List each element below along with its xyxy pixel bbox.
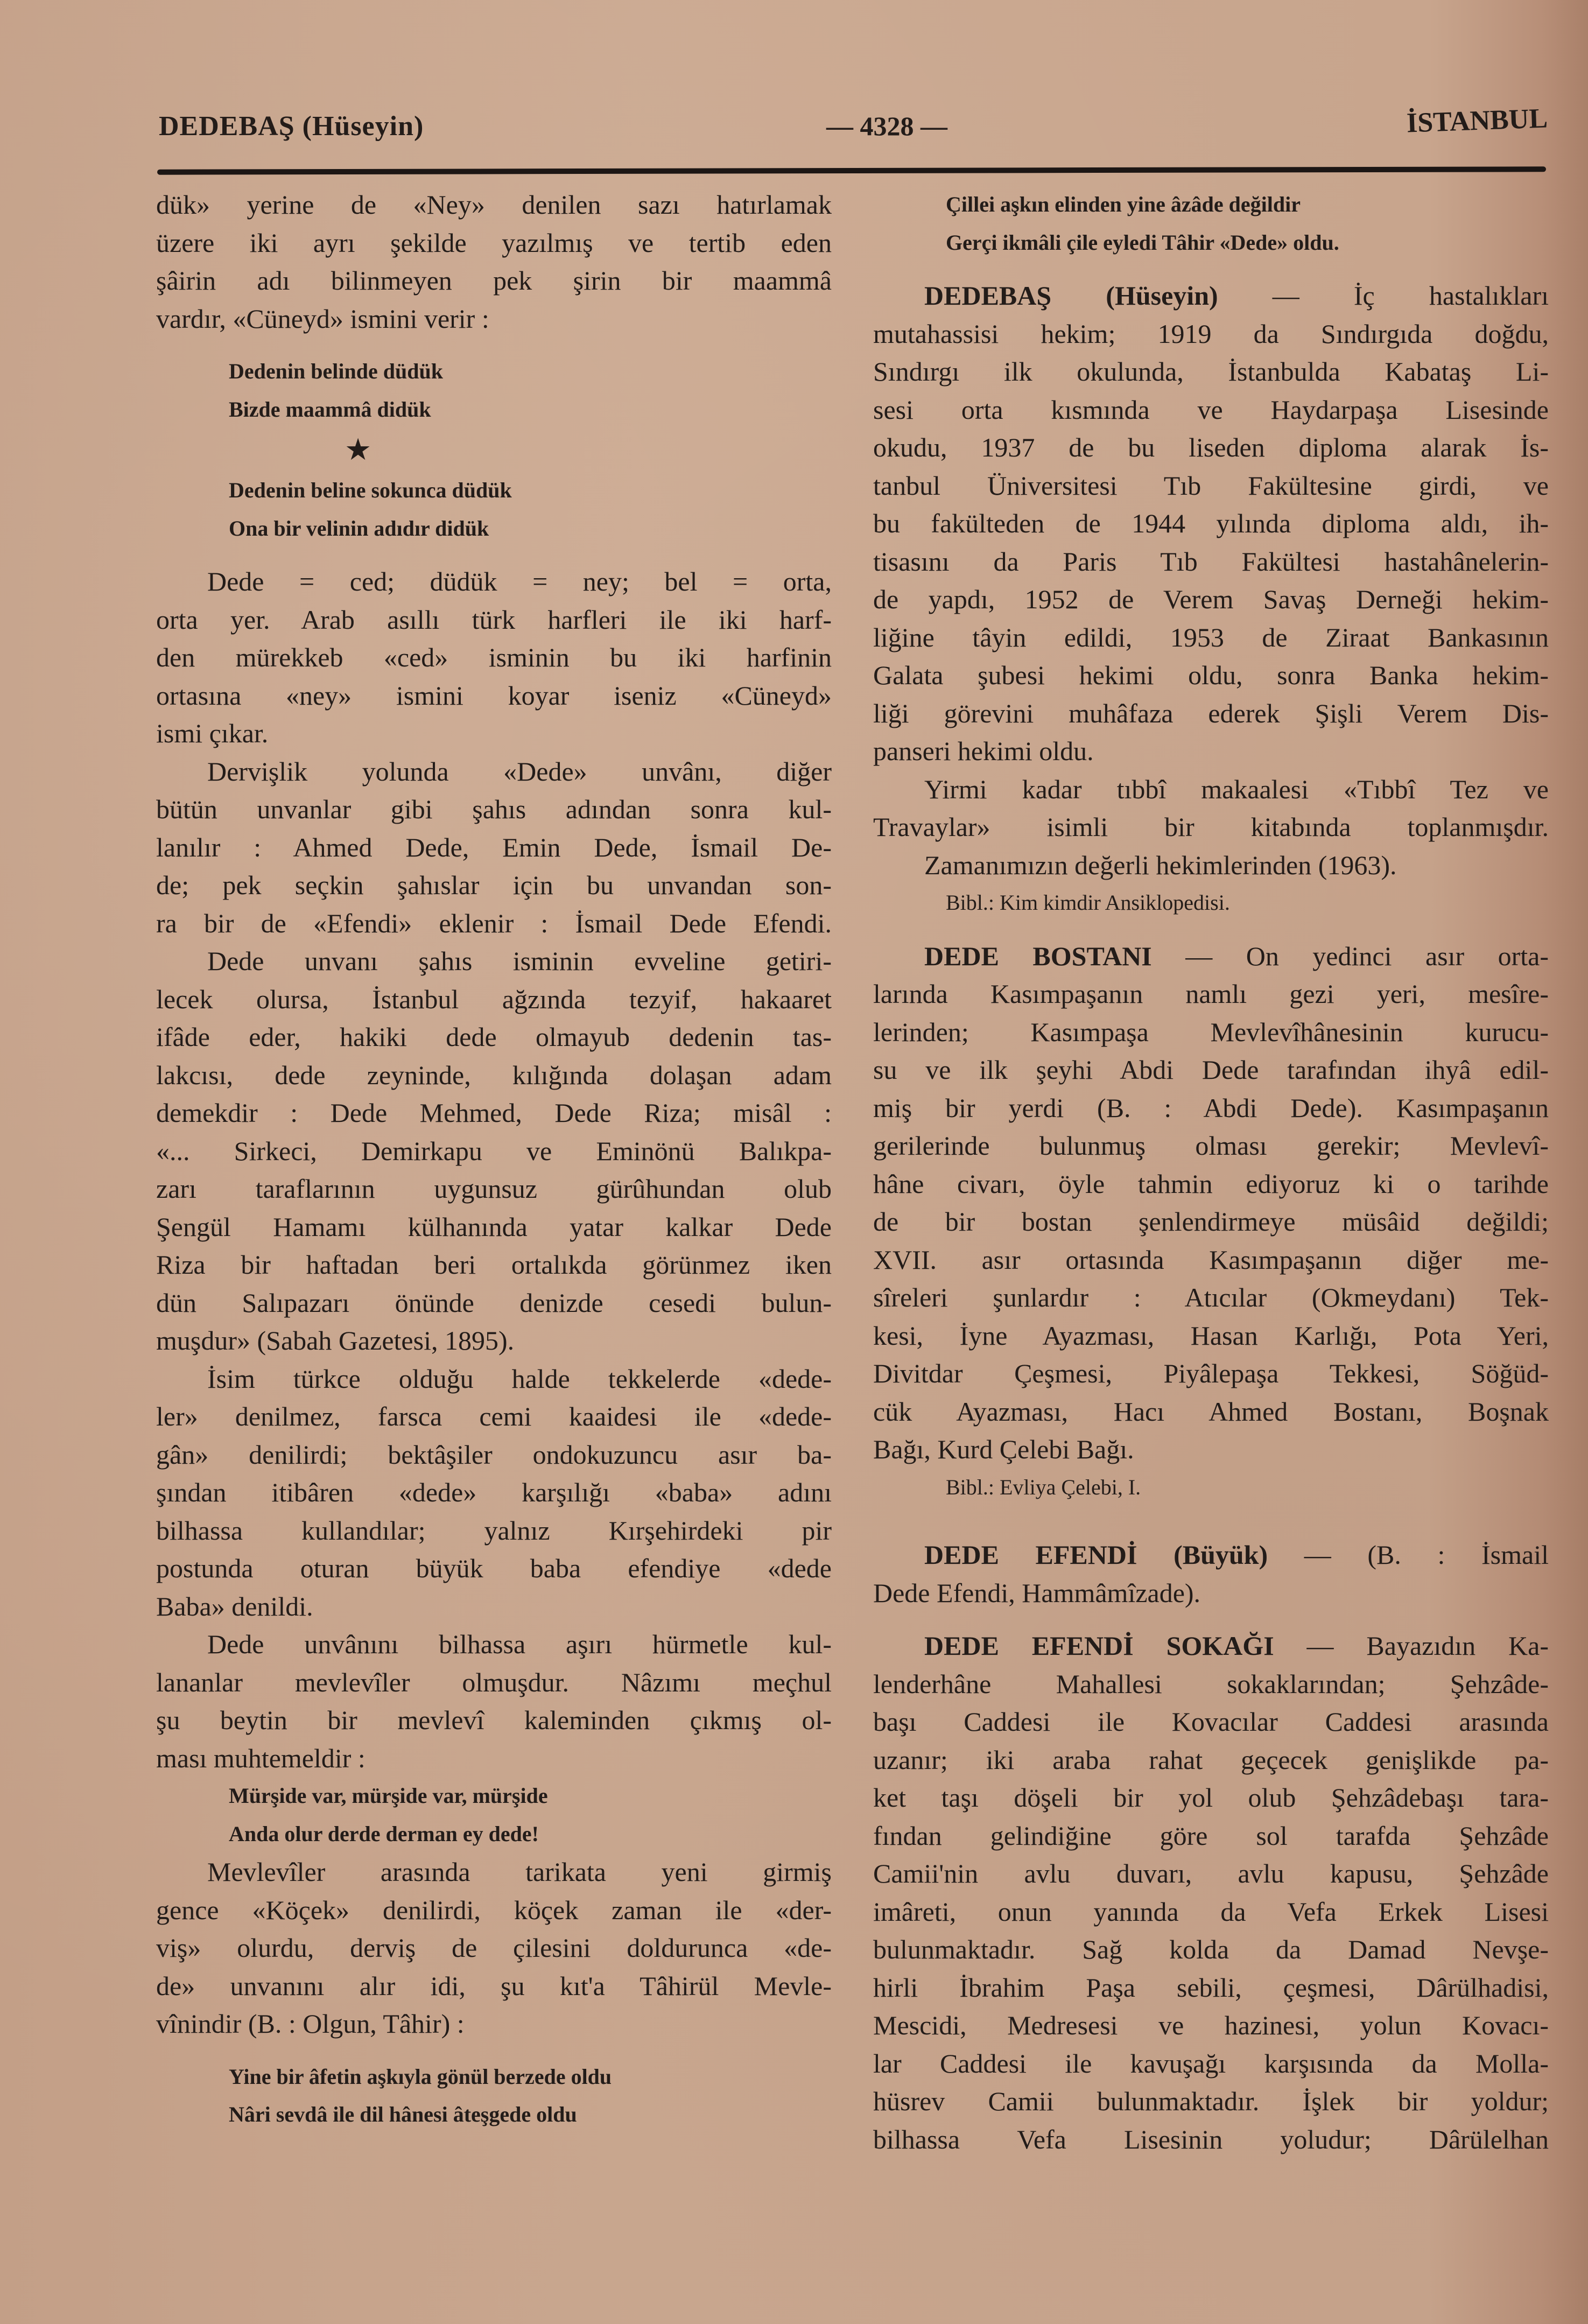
text-line: gerilerinde bulunmuş olması gerekir; Mevlevî- [873, 1131, 1549, 1161]
text-line: başı Caddesi ile Kovacılar Caddesi arasında [873, 1707, 1549, 1737]
text-line: panseri hekimi oldu. [873, 736, 1094, 766]
text-line: şu beytin bir mevlevî kaleminden çıkmış ol- [156, 1705, 832, 1735]
text-line: hâne civarı, öyle tahmin ediyoruz ki o tarihde [873, 1168, 1549, 1199]
verse-line: Gerçi ikmâli çile eyledi Tâhir «Dede» oldu. [946, 230, 1339, 255]
text-line: gence «Köçek» denilirdi, köçek zaman ile «der- [156, 1894, 832, 1925]
text-line: İsim türkce olduğu halde tekkelerde «dede- [207, 1363, 832, 1394]
text-line: Riza bir haftadan beri ortalıkda görünmez iken [156, 1249, 832, 1280]
text-line: sesi orta kısmında ve Haydarpaşa Lisesinde [873, 394, 1549, 425]
verse-line: Anda olur derde derman ey dede! [229, 1821, 539, 1846]
text-line: üzere iki ayrı şekilde yazılmış ve tertib eden [156, 227, 832, 258]
text-line: XVII. asır ortasında Kasımpaşanın diğer me- [873, 1244, 1549, 1275]
entry-dede-efendi-buyuk [873, 1536, 1549, 1612]
paragraph [156, 186, 832, 338]
text-line: lananlar mevlevîler olmuşdur. Nâzımı meçhul [156, 1667, 832, 1697]
text-line: ifâde eder, hakiki dede olmayub dedenin tas- [156, 1022, 832, 1052]
entry-first-line [873, 1536, 1549, 1574]
text-line: Dede unvanı şahıs isminin evveline getiri- [207, 946, 832, 976]
verse-block [873, 186, 1549, 262]
text-line: lenderhâne Mahallesi sokaklarından; Şehzâde- [873, 1668, 1549, 1699]
text-line: okudu, 1937 de bu liseden diploma alarak İs- [873, 432, 1549, 462]
entry-headword: DEDEBAŞ (Hüseyin) [924, 280, 1218, 311]
text-line: Mescidi, Medresesi ve hazinesi, yolun Kovacı- [873, 2010, 1549, 2040]
star-icon: ★ [345, 433, 372, 467]
paragraph [156, 942, 832, 1360]
entry-headword: DEDE EFENDİ (Büyük) [924, 1540, 1268, 1570]
text-line: bu fakülteden de 1944 yılında diploma aldı, ih- [873, 508, 1549, 538]
text-line: viş» olurdu, derviş de çilesini doldurunca «de- [156, 1933, 832, 1963]
text-line: liği görevini muhâfaza ederek Şişli Verem Dis- [873, 698, 1549, 728]
text-run: — (B. : İsmail [1304, 1540, 1549, 1570]
entry-first-line [873, 1627, 1549, 1665]
text-line: vardır, «Cüneyd» ismini verir : [156, 303, 489, 334]
verse-block [156, 2058, 832, 2134]
left-column [156, 186, 832, 2134]
text-line: orta yer. Arab asıllı türk harfleri ile iki harf- [156, 604, 832, 635]
text-line: lanılır : Ahmed Dede, Emin Dede, İsmail De- [156, 832, 832, 862]
text-line: sîreleri şunlardır : Atıcılar (Okmeydanı) Tek- [873, 1282, 1549, 1312]
bibliography: Bibl.: Kim kimdir Ansiklopedisi. [946, 890, 1230, 915]
bibliography: Bibl.: Evliya Çelebi, I. [946, 1475, 1141, 1499]
text-line: lakcısı, dede zeyninde, kılığında dolaşan adam [156, 1059, 832, 1090]
paragraph [156, 1625, 832, 1777]
text-line: demekdir : Dede Mehmed, Dede Riza; misâl : [156, 1098, 832, 1128]
text-line: lerinden; Kasımpaşa Mevlevîhânesinin kurucu- [873, 1016, 1549, 1047]
text-line: gân» denilirdi; bektâşiler ondokuzuncu asır ba- [156, 1439, 832, 1470]
text-line: Zamanımızın değerli hekimlerinden (1963). [924, 849, 1397, 880]
text-line: liğine tâyin edildi, 1953 de Ziraat Bankasının [873, 622, 1549, 652]
paragraph [156, 1853, 832, 2043]
text-line: lecek olursa, İstanbul ağzında tezyif, hakaaret [156, 984, 832, 1014]
text-line: Divitdar Çeşmesi, Piyâlepaşa Tekkesi, Söğüd- [873, 1358, 1549, 1388]
text-line: fından gelindiğine göre sol tarafda Şehzâde [873, 1820, 1549, 1851]
text-line: dük» yerine de «Ney» denilen sazı hatırlamak [156, 189, 832, 220]
text-line: ler» denilmez, farsca cemi kaaidesi ile «dede- [156, 1401, 832, 1431]
text-line: Mevlevîler arasında tarikata yeni girmiş [207, 1857, 832, 1887]
verse-line: Mürşide var, mürşide var, mürşide [229, 1784, 548, 1808]
text-line: mutahassisi hekim; 1919 da Sındırgıda doğdu, [873, 318, 1549, 349]
text-line: bilhassa kullandılar; yalnız Kırşehirdeki pir [156, 1515, 832, 1546]
text-line: de» unvanını alır idi, şu kıt'a Tâhirül Mevle- [156, 1970, 832, 2001]
text-line: Dede = ced; düdük = ney; bel = orta, [207, 566, 832, 596]
text-line: vînindir (B. : Olgun, Tâhir) : [156, 2009, 465, 2039]
text-line: Bağı, Kurd Çelebi Bağı. [873, 1434, 1134, 1464]
text-line: imâreti, onun yanında da Vefa Erkek Lisesi [873, 1896, 1549, 1927]
text-line: larında Kasımpaşanın namlı gezi yeri, mesîre- [873, 979, 1549, 1009]
page-number: — 4328 — [826, 111, 947, 141]
text-line: Yirmi kadar tıbbî makaalesi «Tıbbî Tez ve [924, 774, 1549, 804]
text-line: cük Ayazması, Hacı Ahmed Bostanı, Boşnak [873, 1396, 1549, 1427]
text-line: de yapdı, 1952 de Verem Savaş Derneği hekim- [873, 584, 1549, 614]
right-column [873, 186, 1549, 2158]
text-line: tisasını da Paris Tıb Fakültesi hastahânelerin- [873, 546, 1549, 577]
text-line: miş bir yerdi (B. : Abdi Dede). Kasımpaşanın [873, 1092, 1549, 1123]
entry-first-line [873, 937, 1549, 975]
entry-dede-bostani [873, 937, 1549, 1507]
text-line: bütün unvanlar gibi şahıs adından sonra kul- [156, 794, 832, 824]
text-line: hirli İbrahim Paşa sebili, çeşmesi, Dârülhadisi, [873, 1972, 1549, 2003]
text-line: Dede Efendi, Hammâmîzade). [873, 1577, 1201, 1608]
verse-line: Dedenin belinde düdük [229, 359, 443, 383]
text-line: de; pek seçkin şahıslar için bu unvandan son- [156, 870, 832, 900]
text-line: ortasına «ney» ismini koyar iseniz «Cüneyd» [156, 680, 832, 711]
text-line: ra bir de «Efendi» eklenir : İsmail Dede Efendi. [156, 908, 832, 938]
text-line: den mürekkeb «ced» isminin bu iki harfinin [156, 642, 832, 672]
text-line: şâirin adı bilinmeyen pek şirin bir maammâ [156, 265, 832, 296]
entry-dedebas-huseyin [873, 277, 1549, 922]
text-line: ması muhtemeldir : [156, 1743, 366, 1773]
entry-headword: DEDE BOSTANI [924, 940, 1152, 971]
text-line: şından itibâren «dede» karşılığı «baba» adını [156, 1477, 832, 1507]
verse-line: Çillei aşkın elinden yine âzâde değildir [946, 192, 1301, 216]
text-line: Travaylar» isimli bir kitabında toplanmışdır. [873, 812, 1549, 842]
text-line: Galata şubesi hekimi oldu, sonra Banka hekim- [873, 660, 1549, 690]
text-line: zarı taraflarının uygunsuz gürûhundan olub [156, 1174, 832, 1204]
text-line: Baba» denildi. [156, 1591, 313, 1621]
text-run: — İç hastalıkları [1272, 280, 1549, 311]
text-line: «... Sirkeci, Demirkapu ve Eminönü Balıkpa- [156, 1135, 832, 1166]
text-line: Sındırgı ilk okulunda, İstanbulda Kabataş Li- [873, 356, 1549, 387]
text-line: uzanır; iki araba rahat geçecek genişlikde pa- [873, 1744, 1549, 1775]
text-line: Camii'nin avlu duvarı, avlu kapusu, Şehzâde [873, 1858, 1549, 1888]
entry-first-line [873, 277, 1549, 315]
entry-headword: DEDE EFENDİ SOKAĞI [924, 1631, 1274, 1661]
verse-line: Yine bir âfetin aşkıyla gönül berzede oldu [229, 2064, 612, 2089]
entry-dede-efendi-sokagi [873, 1627, 1549, 2158]
text-line: bilhassa Vefa Lisesinin yoludur; Dârülelhan [873, 2124, 1549, 2154]
text-line: muşdur» (Sabah Gazetesi, 1895). [156, 1325, 515, 1356]
verse-line: Bizde maammâ didük [229, 397, 431, 422]
verse-block [156, 353, 832, 547]
paragraph [156, 753, 832, 943]
text-line: su ve ilk şeyhi Abdi Dede tarafından ihyâ edil- [873, 1055, 1549, 1085]
paragraph [156, 563, 832, 753]
section-title: İSTANBUL [1406, 103, 1548, 139]
text-line: dün Salıpazarı önünde denizde cesedi bulun- [156, 1287, 832, 1318]
verse-block [156, 1777, 832, 1853]
text-run: — On yedinci asır orta- [1185, 940, 1549, 971]
text-line: de bir bostan şenlendirmeye müsâid değildi; [873, 1206, 1549, 1237]
text-line: ismi çıkar. [156, 718, 269, 748]
running-header [159, 103, 1548, 153]
verse-line: Nâri sevdâ ile dil hânesi âteşgede oldu [229, 2102, 577, 2126]
text-line: Dervişlik yolunda «Dede» unvânı, diğer [207, 756, 832, 787]
text-line: tanbul Üniversitesi Tıb Fakültesine girdi, ve [873, 470, 1549, 501]
paragraph [156, 1360, 832, 1626]
text-run: — Bayazıdın Ka- [1306, 1631, 1549, 1661]
text-line: Şengül Hamamı külhanında yatar kalkar Dede [156, 1211, 832, 1242]
verse-line: Ona bir velinin adıdır didük [229, 516, 489, 540]
text-line: postunda oturan büyük baba efendiye «dede [156, 1553, 832, 1583]
text-line: lar Caddesi ile kavuşağı karşısında da Molla- [873, 2048, 1549, 2079]
verse-line: Dedenin beline sokunca düdük [229, 478, 512, 502]
text-line: ket taşı döşeli bir yol olub Şehzâdebaşı tara- [873, 1782, 1549, 1813]
text-line: kesi, İyne Ayazması, Hasan Karlığı, Pota Yeri, [873, 1320, 1549, 1351]
text-line: hüsrev Camii bulunmaktadır. İşlek bir yoldur; [873, 2086, 1549, 2116]
text-line: Dede unvânını bilhassa aşırı hürmetle kul- [207, 1629, 832, 1659]
header-rule [157, 166, 1546, 174]
running-title: DEDEBAŞ (Hüseyin) [159, 111, 424, 142]
text-line: bulunmaktadır. Sağ kolda da Damad Nevşe- [873, 1934, 1549, 1964]
